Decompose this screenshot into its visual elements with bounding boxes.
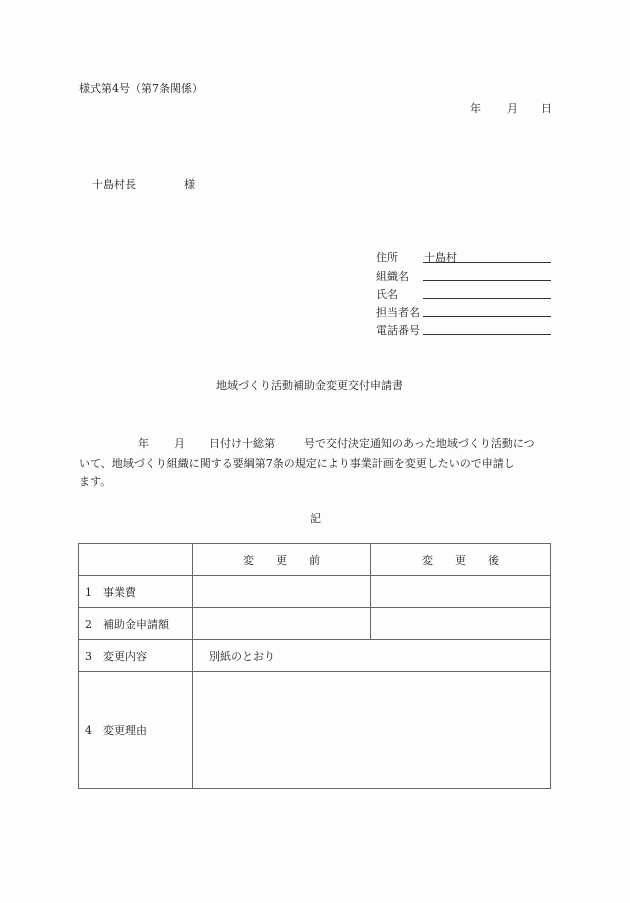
table-row <box>79 672 551 789</box>
row-number: 4 <box>85 724 92 737</box>
row-label: 事業費 <box>103 585 136 599</box>
contact-person-field[interactable] <box>423 316 551 317</box>
form-number: 様式第4号（第7条関係） <box>79 82 203 95</box>
date-day: 日 <box>541 102 552 115</box>
contact-person-label: 担当者名 <box>376 306 420 319</box>
name-field[interactable] <box>423 298 551 299</box>
row-label: 変更内容 <box>103 649 147 663</box>
body-year: 年 <box>138 437 149 450</box>
table-header-row <box>79 544 551 576</box>
body-text-3: ます。 <box>79 475 112 488</box>
table-row <box>79 576 551 608</box>
date-month: 月 <box>507 102 518 115</box>
body-text-2: いて、地域づくり組織に関する要綱第7条の規定により事業計画を変更したいので申請し <box>79 457 515 470</box>
body-text-1b: 号で交付決定通知のあった地域づくり活動につ <box>304 437 535 450</box>
document-title: 地域づくり活動補助金変更交付申請書 <box>216 379 403 392</box>
table-row <box>79 640 551 672</box>
header-after: 変 更 後 <box>371 544 551 576</box>
body-month: 月 <box>174 437 185 450</box>
row-number: 1 <box>85 585 92 599</box>
change-reason-cell[interactable] <box>193 672 551 789</box>
row-label: 変更理由 <box>103 724 147 737</box>
row-label: 補助金申請額 <box>103 617 169 631</box>
organization-label: 組織名 <box>376 270 409 283</box>
address-value[interactable]: 十島村 <box>424 251 457 264</box>
name-label: 氏名 <box>376 288 398 301</box>
address-label: 住所 <box>376 251 398 264</box>
cost-before-cell[interactable] <box>193 576 371 608</box>
header-empty <box>79 544 193 576</box>
organization-field[interactable] <box>423 280 551 281</box>
subsidy-after-cell[interactable] <box>371 608 551 640</box>
address-underline <box>423 262 551 263</box>
change-table <box>78 543 551 789</box>
row-number: 3 <box>85 649 92 663</box>
table-row <box>79 608 551 640</box>
phone-label: 電話番号 <box>376 324 420 337</box>
cost-after-cell[interactable] <box>371 576 551 608</box>
header-before: 変 更 前 <box>193 544 371 576</box>
phone-field[interactable] <box>423 334 551 335</box>
body-text-1a: 日付け十総第 <box>209 437 275 450</box>
ki-heading: 記 <box>310 512 321 525</box>
row-number: 2 <box>85 617 92 631</box>
subsidy-before-cell[interactable] <box>193 608 371 640</box>
change-content-cell[interactable]: 別紙のとおり <box>193 640 551 672</box>
addressee-name: 十島村長 <box>92 178 136 191</box>
date-year: 年 <box>470 102 481 115</box>
addressee-honorific: 様 <box>184 178 195 191</box>
